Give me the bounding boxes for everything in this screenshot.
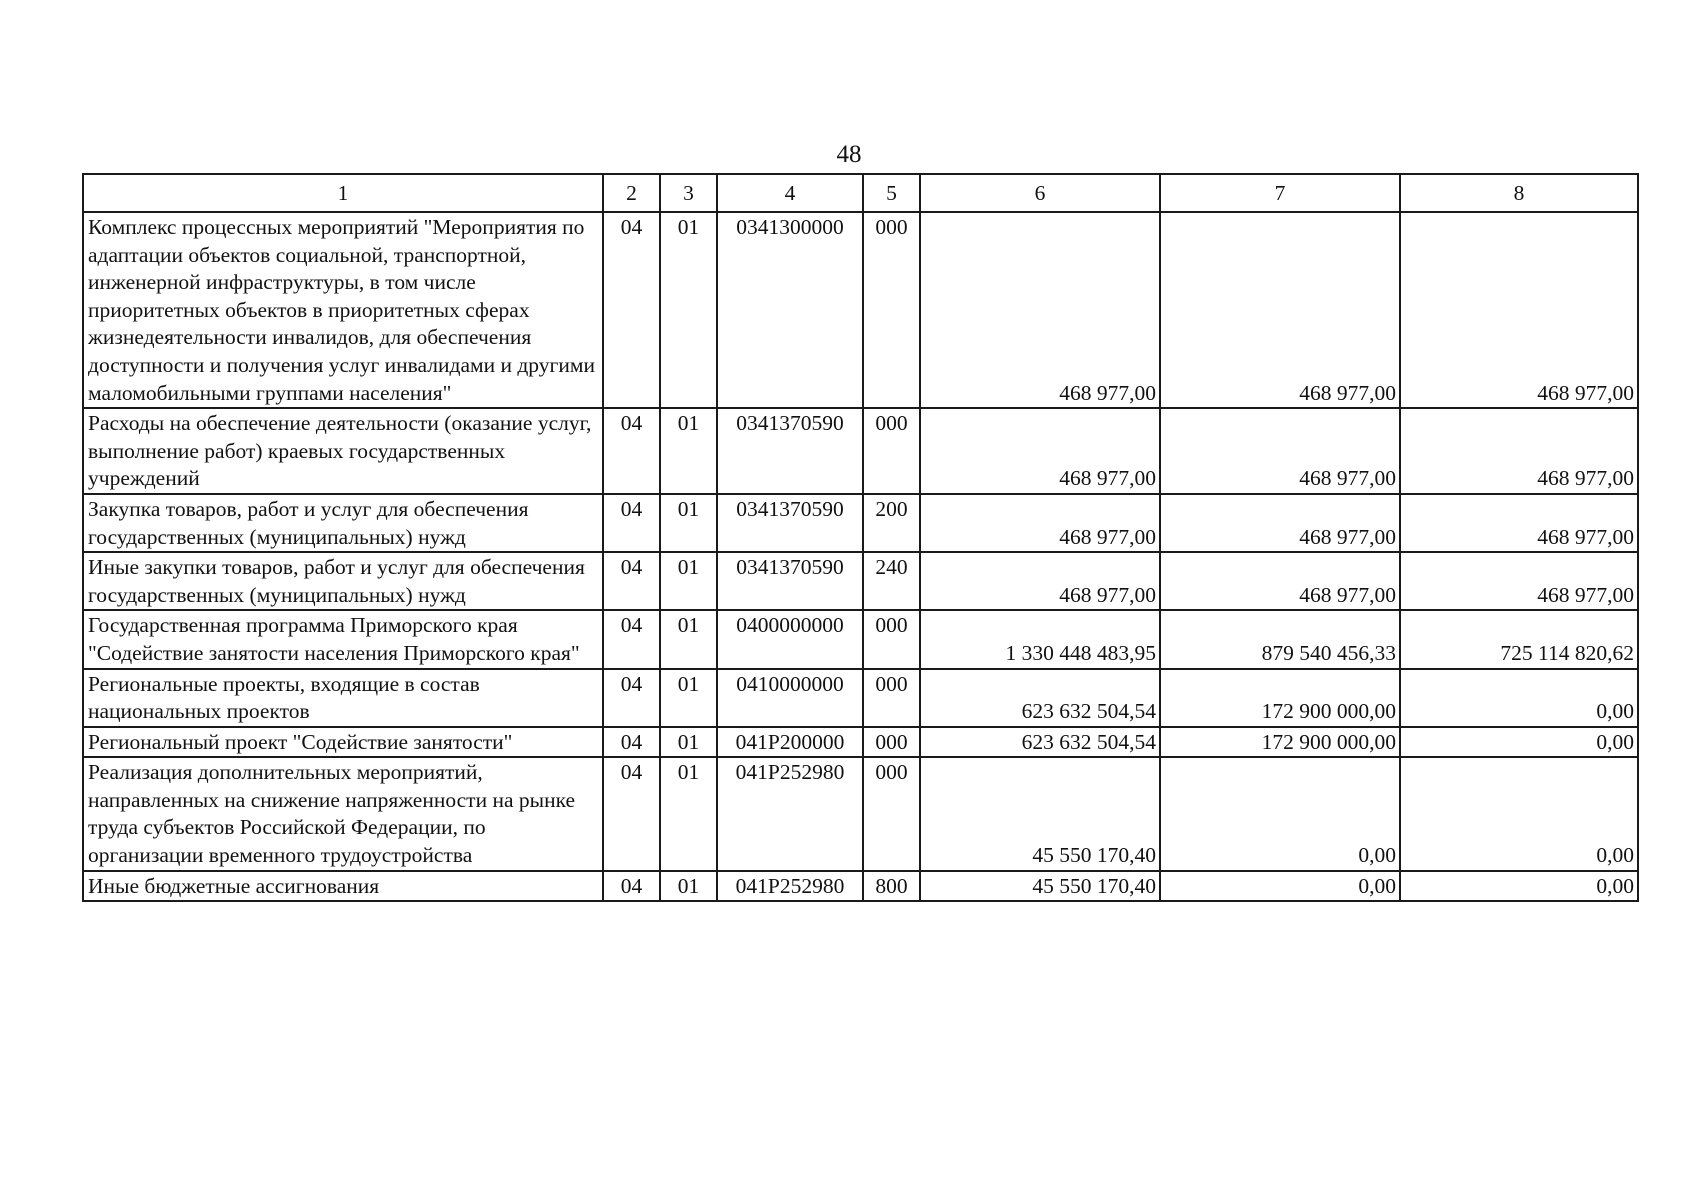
amount-col-6: 468 977,00: [920, 212, 1160, 408]
expense-type-code: 200: [863, 494, 920, 552]
section-code: 04: [603, 669, 660, 727]
section-code: 04: [603, 727, 660, 758]
subsection-code: 01: [660, 494, 717, 552]
amount-col-8: 0,00: [1400, 757, 1638, 870]
amount-col-6: 468 977,00: [920, 552, 1160, 610]
amount-col-6: 623 632 504,54: [920, 727, 1160, 758]
amount-col-8: 0,00: [1400, 871, 1638, 902]
expense-name: Иные закупки товаров, работ и услуг для обеспечения государственных (муниципальных) нужд: [83, 552, 603, 610]
target-article-code: 041P200000: [717, 727, 863, 758]
subsection-code: 01: [660, 871, 717, 902]
table-row: [83, 552, 1638, 610]
amount-col-8: 468 977,00: [1400, 552, 1638, 610]
amount-col-7: 0,00: [1160, 871, 1400, 902]
expense-name: Государственная программа Приморского края "Содействие занятости населения Приморского края": [83, 610, 603, 668]
expense-type-code: 240: [863, 552, 920, 610]
subsection-code: 01: [660, 552, 717, 610]
subsection-code: 01: [660, 212, 717, 408]
expense-type-code: 000: [863, 610, 920, 668]
amount-col-7: 172 900 000,00: [1160, 669, 1400, 727]
amount-col-6: 468 977,00: [920, 494, 1160, 552]
subsection-code: 01: [660, 610, 717, 668]
amount-col-6: 468 977,00: [920, 408, 1160, 494]
amount-col-8: 725 114 820,62: [1400, 610, 1638, 668]
expense-type-code: 800: [863, 871, 920, 902]
section-code: 04: [603, 212, 660, 408]
table-row: [83, 408, 1638, 494]
table-row: [83, 494, 1638, 552]
expense-name: Комплекс процессных мероприятий "Мероприятия по адаптации объектов социальной, транспортной, инженерной инфраструктуры, в том числе приоритетных объектов в приоритетных сферах жизнедеятельности инвалидов, для обеспечения доступности и получения услуг инвалидами и другими маломобильными группами населения": [83, 212, 603, 408]
table-row: [83, 871, 1638, 902]
column-header: 1: [83, 174, 603, 212]
amount-col-8: 0,00: [1400, 727, 1638, 758]
expense-type-code: 000: [863, 757, 920, 870]
column-header: 5: [863, 174, 920, 212]
section-code: 04: [603, 871, 660, 902]
table-row: [83, 757, 1638, 870]
amount-col-7: 879 540 456,33: [1160, 610, 1400, 668]
column-header: 2: [603, 174, 660, 212]
amount-col-7: 0,00: [1160, 757, 1400, 870]
amount-col-7: 468 977,00: [1160, 212, 1400, 408]
expense-name: Расходы на обеспечение деятельности (оказание услуг, выполнение работ) краевых государственных учреждений: [83, 408, 603, 494]
expense-name: Региональные проекты, входящие в состав национальных проектов: [83, 669, 603, 727]
column-header: 6: [920, 174, 1160, 212]
column-header: 7: [1160, 174, 1400, 212]
amount-col-6: 623 632 504,54: [920, 669, 1160, 727]
target-article-code: 0341370590: [717, 494, 863, 552]
expense-type-code: 000: [863, 408, 920, 494]
header-row: [83, 174, 1638, 212]
target-article-code: 0341300000: [717, 212, 863, 408]
amount-col-7: 468 977,00: [1160, 552, 1400, 610]
subsection-code: 01: [660, 669, 717, 727]
amount-col-7: 468 977,00: [1160, 408, 1400, 494]
subsection-code: 01: [660, 727, 717, 758]
expense-type-code: 000: [863, 212, 920, 408]
column-header: 8: [1400, 174, 1638, 212]
amount-col-7: 172 900 000,00: [1160, 727, 1400, 758]
amount-col-8: 468 977,00: [1400, 494, 1638, 552]
table-row: [83, 610, 1638, 668]
expense-type-code: 000: [863, 727, 920, 758]
expense-type-code: 000: [863, 669, 920, 727]
column-header: 4: [717, 174, 863, 212]
amount-col-8: 468 977,00: [1400, 212, 1638, 408]
section-code: 04: [603, 610, 660, 668]
target-article-code: 041P252980: [717, 871, 863, 902]
table-row: [83, 669, 1638, 727]
target-article-code: 0341370590: [717, 408, 863, 494]
amount-col-7: 468 977,00: [1160, 494, 1400, 552]
section-code: 04: [603, 408, 660, 494]
expense-name: Закупка товаров, работ и услуг для обеспечения государственных (муниципальных) нужд: [83, 494, 603, 552]
section-code: 04: [603, 552, 660, 610]
amount-col-8: 468 977,00: [1400, 408, 1638, 494]
amount-col-6: 45 550 170,40: [920, 871, 1160, 902]
section-code: 04: [603, 494, 660, 552]
budget-table: [82, 173, 1639, 902]
expense-name: Региональный проект "Содействие занятости": [83, 727, 603, 758]
amount-col-8: 0,00: [1400, 669, 1638, 727]
expense-name: Иные бюджетные ассигнования: [83, 871, 603, 902]
subsection-code: 01: [660, 757, 717, 870]
expense-name: Реализация дополнительных мероприятий, направленных на снижение напряженности на рынке труда субъектов Российской Федерации, по организации временного трудоустройства: [83, 757, 603, 870]
column-header: 3: [660, 174, 717, 212]
target-article-code: 0410000000: [717, 669, 863, 727]
target-article-code: 041P252980: [717, 757, 863, 870]
target-article-code: 0341370590: [717, 552, 863, 610]
target-article-code: 0400000000: [717, 610, 863, 668]
table-row: [83, 727, 1638, 758]
amount-col-6: 45 550 170,40: [920, 757, 1160, 870]
page-number: 48: [836, 141, 862, 168]
table-row: [83, 212, 1638, 408]
subsection-code: 01: [660, 408, 717, 494]
amount-col-6: 1 330 448 483,95: [920, 610, 1160, 668]
section-code: 04: [603, 757, 660, 870]
